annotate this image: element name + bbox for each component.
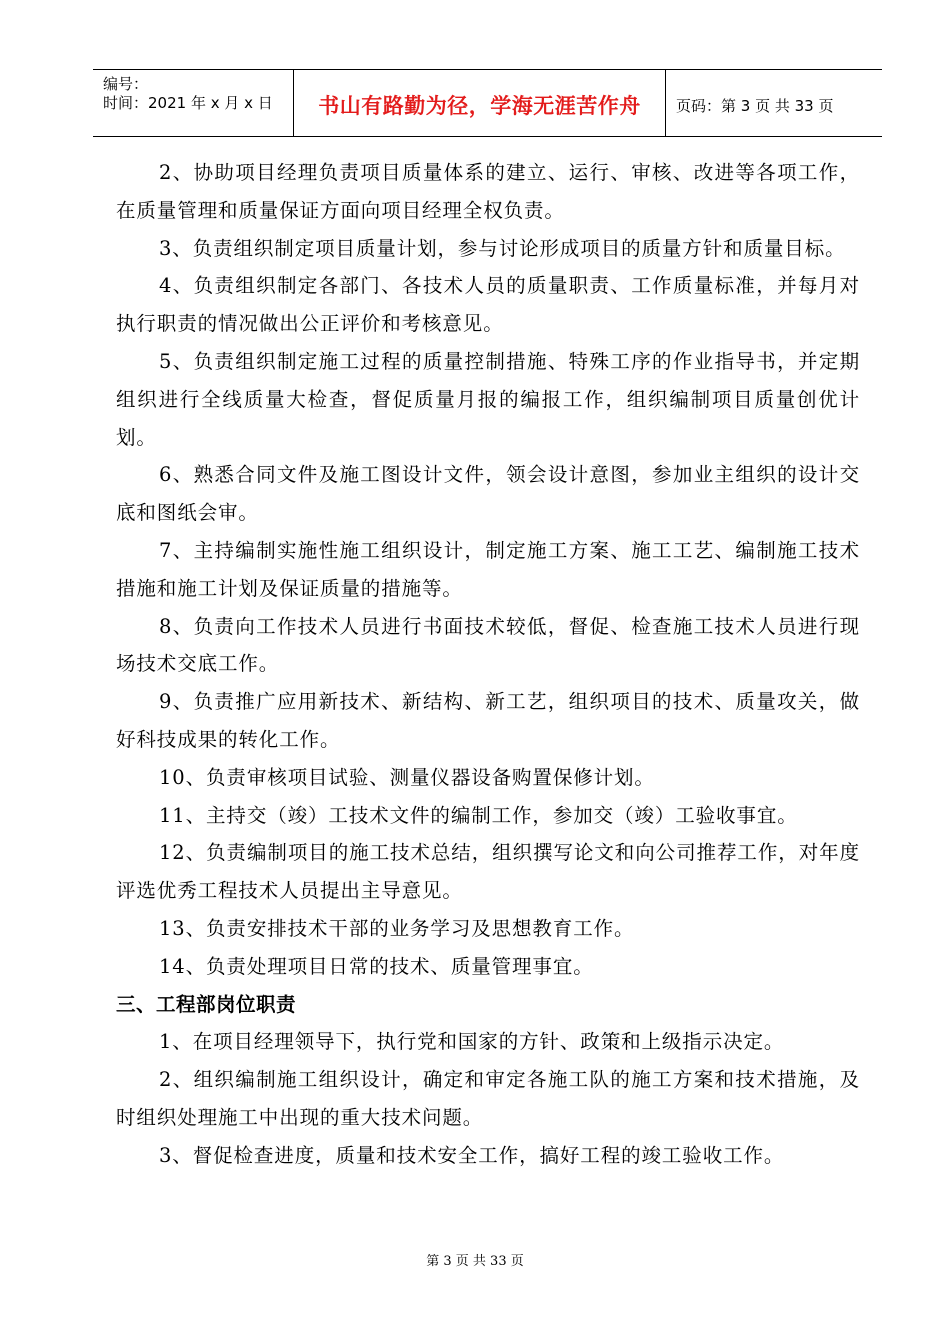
header-meta [93,70,294,136]
duty-paragraph: 7、主持编制实施性施工组织设计，制定施工方案、施工工艺、编制施工技术措施和施工计划及保证质量的措施等。 [116,538,860,600]
duty-paragraph: 14、负责处理项目日常的技术、质量管理事宜。 [159,954,594,978]
duty-paragraph: 8、负责向工作技术人员进行书面技术较低，督促、检查施工技术人员进行现场技术交底工作。 [116,614,860,676]
page-header [93,69,882,137]
header-page-cell [666,70,882,136]
duty-paragraph: 3、负责组织制定项目质量计划，参与讨论形成项目的质量方针和质量目标。 [159,236,846,260]
document-number-label: 编号： [103,75,149,93]
duty-paragraph: 13、负责安排技术干部的业务学习及思想教育工作。 [159,916,635,940]
duty-paragraph: 6、熟悉合同文件及施工图设计文件，领会设计意图，参加业主组织的设计交底和图纸会审。 [116,463,860,525]
duty-paragraph: 10、负责审核项目试验、测量仪器设备购置保修计划。 [159,765,655,789]
engineering-duty-paragraph: 3、督促检查进度，质量和技术安全工作，搞好工程的竣工验收工作。 [159,1143,785,1167]
duty-paragraph: 2、协助项目经理负责项目质量体系的建立、运行、审核、改进等各项工作，在质量管理和质量保证方面向项目经理全权负责。 [116,161,860,222]
engineering-duty-paragraph: 2、组织编制施工组织设计，确定和审定各施工队的施工方案和技术措施，及时组织处理施工中出现的重大技术问题。 [116,1068,860,1129]
header-motto-cell [294,70,666,136]
duty-paragraph: 9、负责推广应用新技术、新结构、新工艺，组织项目的技术、质量攻关，做好科技成果的转化工作。 [116,690,860,751]
duty-paragraph: 5、负责组织制定施工过程的质量控制措施、特殊工序的作业指导书，并定期组织进行全线质量大检查，督促质量月报的编报工作，组织编制项目质量创优计划。 [116,349,860,449]
header-motto: 书山有路勤为径，学海无涯苦作舟 [318,94,641,118]
duty-paragraph: 12、负责编制项目的施工技术总结，组织撰写论文和向公司推荐工作，对年度评选优秀工程技术人员提出主导意见。 [116,841,860,903]
duty-paragraph: 4、负责组织制定各部门、各技术人员的质量职责、工作质量标准，并每月对执行职责的情况做出公正评价和考核意见。 [116,274,860,336]
page-footer: 第 3 页 共 33 页 [426,1254,524,1269]
duty-paragraph: 11、主持交（竣）工技术文件的编制工作，参加交（竣）工验收事宜。 [159,803,798,827]
header-page-number: 页码：第 3 页 共 33 页 [676,97,834,115]
engineering-duty-paragraph: 1、在项目经理领导下，执行党和国家的方针、政策和上级指示决定。 [159,1030,785,1054]
document-time-label: 时间：2021 年 x 月 x 日 [103,94,273,112]
document-body [116,154,860,1175]
section-heading: 三、工程部岗位职责 [116,992,297,1016]
